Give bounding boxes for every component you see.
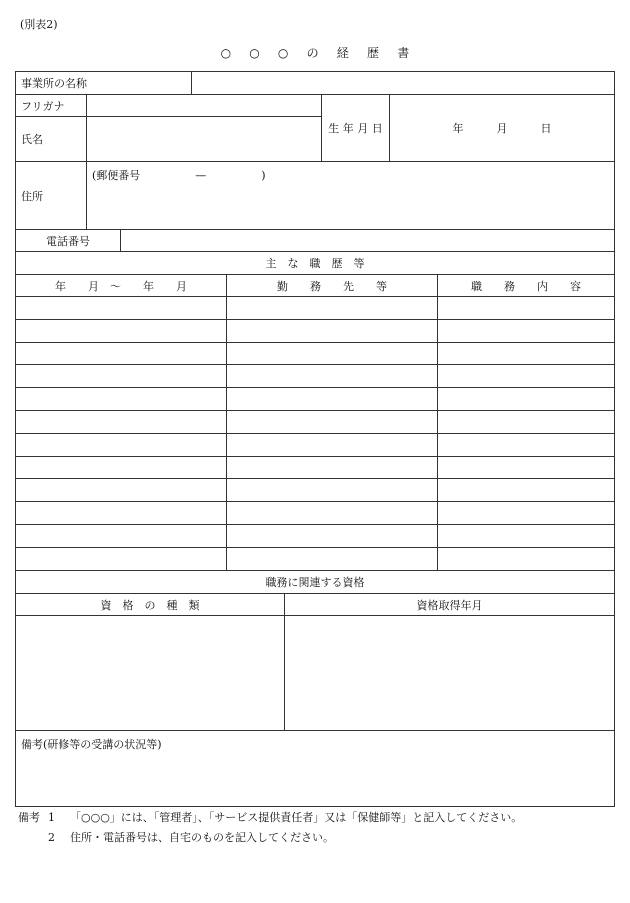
title-char: の (306, 46, 319, 60)
name-field[interactable] (87, 117, 322, 162)
dob-label: 生 年 月 日 (322, 95, 390, 162)
career-col-employer: 勤 務 先 等 (227, 275, 438, 297)
furigana-field[interactable] (87, 95, 322, 117)
remarks-field[interactable] (16, 731, 615, 807)
title-char: ○ (249, 46, 260, 60)
qualifications-section-title: 職務に関連する資格 (16, 571, 615, 594)
career-row (16, 524, 615, 547)
career-row (16, 319, 615, 342)
career-employer-cell[interactable] (227, 342, 438, 365)
basic-info-table (15, 71, 615, 252)
career-col-period: 年 月 〜 年 月 (16, 275, 227, 297)
career-duties-cell[interactable] (438, 297, 615, 320)
career-employer-cell[interactable] (227, 524, 438, 547)
name-label: 氏名 (16, 117, 87, 162)
footnote-text: 「○○○」には、「管理者」、「サービス提供責任者」又は「保健師等」と記入してください。 (70, 811, 523, 824)
career-duties-cell[interactable] (438, 502, 615, 525)
footnote-number: 2 (48, 831, 55, 844)
address-label: 住所 (16, 162, 87, 230)
career-period-cell[interactable] (16, 297, 227, 320)
qualification-type-header: 資 格 の 種 類 (16, 594, 285, 616)
phone-field[interactable] (121, 230, 615, 252)
career-row (16, 297, 615, 320)
career-employer-cell[interactable] (227, 433, 438, 456)
dob-field[interactable]: 年 月 日 (390, 95, 615, 162)
career-period-cell[interactable] (16, 365, 227, 388)
career-row (16, 479, 615, 502)
career-col-duties: 職 務 内 容 (438, 275, 615, 297)
career-row (16, 547, 615, 570)
career-employer-cell[interactable] (227, 410, 438, 433)
footnote-text: 住所・電話番号は、自宅のものを記入してください。 (70, 831, 334, 844)
career-employer-cell[interactable] (227, 456, 438, 479)
postal-code-line: (郵便番号 — ) (92, 169, 266, 182)
career-employer-cell[interactable] (227, 365, 438, 388)
career-period-cell[interactable] (16, 479, 227, 502)
career-employer-cell[interactable] (227, 297, 438, 320)
footnote-number: 1 (48, 811, 55, 824)
career-employer-cell[interactable] (227, 479, 438, 502)
career-row (16, 388, 615, 411)
title-char: 経 (336, 46, 349, 60)
title-char: 書 (397, 46, 410, 60)
career-duties-cell[interactable] (438, 388, 615, 411)
career-employer-cell[interactable] (227, 388, 438, 411)
career-duties-cell[interactable] (438, 433, 615, 456)
career-period-cell[interactable] (16, 524, 227, 547)
career-duties-cell[interactable] (438, 479, 615, 502)
office-name-label: 事業所の名称 (16, 72, 192, 95)
career-duties-cell[interactable] (438, 410, 615, 433)
career-row (16, 365, 615, 388)
career-table (15, 251, 615, 571)
career-row (16, 433, 615, 456)
career-row (16, 410, 615, 433)
qualification-type-field[interactable] (16, 616, 285, 731)
title-char: ○ (220, 46, 232, 60)
career-duties-cell[interactable] (438, 456, 615, 479)
career-employer-cell[interactable] (227, 502, 438, 525)
career-period-cell[interactable] (16, 502, 227, 525)
career-duties-cell[interactable] (438, 365, 615, 388)
qualification-date-header: 資格取得年月 (285, 594, 615, 616)
page-title (0, 44, 630, 61)
furigana-label: フリガナ (16, 95, 87, 117)
appendix-label: (別表2) (20, 18, 58, 31)
career-period-cell[interactable] (16, 388, 227, 411)
career-row (16, 502, 615, 525)
footnote-label: 備考 (18, 811, 40, 824)
career-employer-cell[interactable] (227, 547, 438, 570)
career-row (16, 342, 615, 365)
title-char: ○ (277, 46, 289, 60)
career-duties-cell[interactable] (438, 547, 615, 570)
career-period-cell[interactable] (16, 342, 227, 365)
footnote-item (18, 828, 522, 848)
career-section-title: 主 な 職 歴 等 (16, 252, 615, 275)
footnotes (18, 808, 522, 848)
address-field[interactable] (87, 162, 615, 230)
career-period-cell[interactable] (16, 456, 227, 479)
remarks-label: 備考(研修等の受講の状況等) (21, 738, 162, 751)
career-row (16, 456, 615, 479)
phone-label: 電話番号 (16, 230, 121, 252)
office-name-field[interactable] (192, 72, 615, 95)
career-duties-cell[interactable] (438, 524, 615, 547)
title-char: 歴 (367, 46, 380, 60)
career-period-cell[interactable] (16, 547, 227, 570)
career-period-cell[interactable] (16, 433, 227, 456)
qualification-date-field[interactable] (285, 616, 615, 731)
career-duties-cell[interactable] (438, 319, 615, 342)
qualifications-table (15, 570, 615, 807)
career-period-cell[interactable] (16, 319, 227, 342)
career-duties-cell[interactable] (438, 342, 615, 365)
career-employer-cell[interactable] (227, 319, 438, 342)
footnote-item (18, 808, 522, 828)
career-period-cell[interactable] (16, 410, 227, 433)
